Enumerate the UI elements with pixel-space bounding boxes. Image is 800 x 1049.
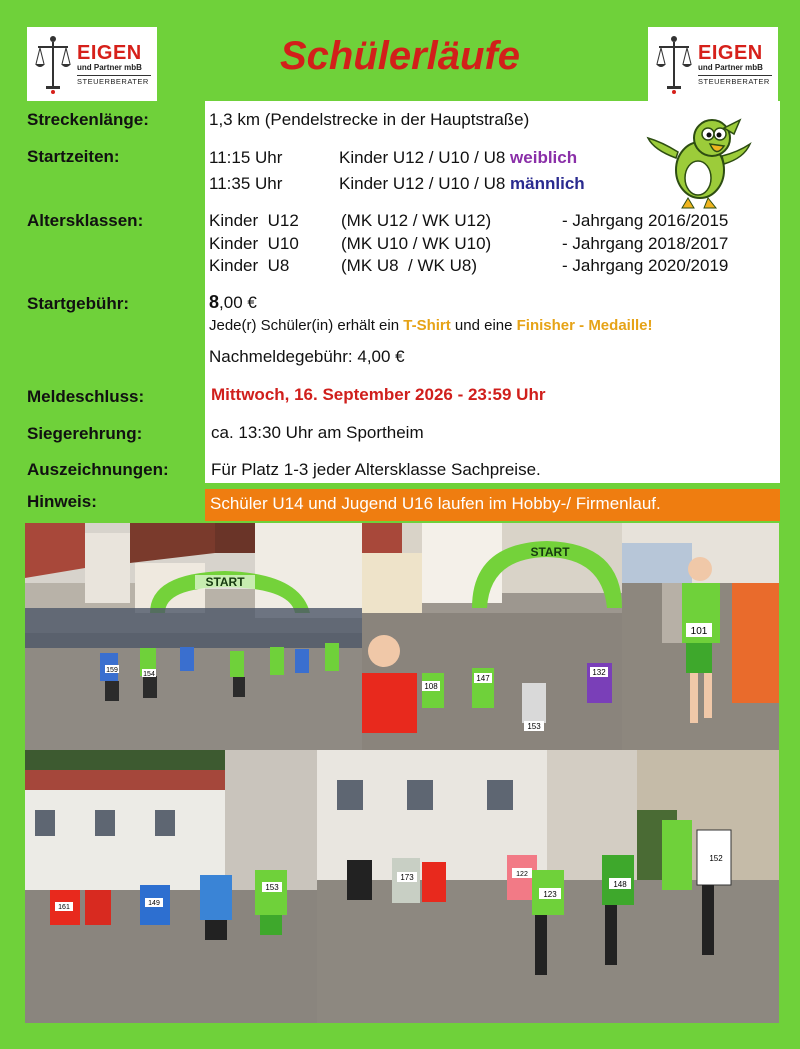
value-streckenlaenge: 1,3 km (Pendelstrecke in der Hauptstraße) (209, 110, 530, 129)
age-short-3: (MK U8 / WK U8) (341, 256, 478, 275)
svg-text:159: 159 (106, 667, 118, 674)
svg-text:148: 148 (613, 880, 627, 889)
start-group-2: Kinder U12 / U10 / U8 männlich (339, 174, 585, 193)
label-meldeschluss: Meldeschluss: (27, 387, 145, 406)
late-fee: Nachmeldegebühr: 4,00 € (209, 347, 405, 366)
start-time-2: 11:35 Uhr (209, 174, 283, 193)
svg-text:123: 123 (543, 890, 557, 899)
start-time-1: 11:15 Uhr (209, 148, 283, 167)
page-title: Schülerläufe (279, 34, 521, 78)
value-meldeschluss: Mittwoch, 16. September 2026 - 23:59 Uhr (211, 385, 546, 404)
bib-101: 101 (690, 626, 708, 637)
gender-weiblich: weiblich (510, 148, 578, 167)
label-altersklassen: Altersklassen: (27, 211, 144, 230)
age-class-1: Kinder U12 (209, 211, 299, 230)
age-class-2: Kinder U10 (209, 234, 299, 253)
age-short-2: (MK U10 / WK U10) (341, 234, 492, 253)
label-siegerehrung: Siegerehrung: (27, 424, 143, 443)
logo-name: EIGEN (698, 41, 763, 64)
gender-maennlich: männlich (510, 174, 585, 193)
arch-start-text-2: START (530, 545, 570, 559)
notice-hinweis: Schüler U14 und Jugend U16 laufen im Hobby-/ Firmenlauf. (205, 489, 780, 521)
photo-runner-right (622, 523, 779, 758)
svg-text:173: 173 (400, 873, 414, 882)
photo-start-center (362, 523, 622, 750)
svg-text:161: 161 (58, 904, 70, 911)
value-auszeichnungen: Für Platz 1-3 jeder Altersklasse Sachpreise. (211, 460, 541, 479)
age-short-1: (MK U12 / WK U12) (341, 211, 492, 230)
svg-text:153: 153 (527, 722, 541, 731)
logo-tag: STEUERBERATER (77, 76, 149, 86)
fee-amount: 8,00 € (209, 292, 257, 312)
logo-subtitle: und Partner mbB (77, 62, 142, 72)
svg-text:147: 147 (476, 674, 490, 683)
label-streckenlaenge: Streckenlänge: (27, 110, 149, 129)
svg-text:132: 132 (592, 668, 606, 677)
gift-tshirt: T-Shirt (403, 317, 451, 334)
label-hinweis: Hinweis: (27, 492, 97, 511)
photo-street-right (317, 750, 779, 1023)
photo-street-left (25, 750, 317, 1023)
arch-start-text: START (205, 575, 245, 589)
value-siegerehrung: ca. 13:30 Uhr am Sportheim (211, 423, 424, 442)
age-class-3: Kinder U8 (209, 256, 290, 275)
age-year-2: - Jahrgang 2018/2017 (562, 234, 729, 253)
age-year-1: - Jahrgang 2016/2015 (562, 211, 729, 230)
logo-subtitle: und Partner mbB (698, 62, 763, 72)
gift-note: Jede(r) Schüler(in) erhält ein T-Shirt und eine Finisher - Medaille! (209, 317, 653, 334)
svg-text:122: 122 (516, 871, 528, 878)
logo-name: EIGEN (77, 41, 142, 64)
gift-medal: Finisher - Medaille! (516, 317, 653, 334)
photo-start-left (25, 523, 362, 750)
label-startgebuehr: Startgebühr: (27, 294, 129, 313)
label-auszeichnungen: Auszeichnungen: (27, 460, 169, 479)
svg-text:153: 153 (265, 883, 279, 892)
svg-text:154: 154 (143, 671, 155, 678)
svg-text:149: 149 (148, 900, 160, 907)
svg-text:108: 108 (424, 682, 438, 691)
mascot-bird-icon (640, 108, 755, 213)
logo-tag: STEUERBERATER (698, 76, 770, 86)
age-year-3: - Jahrgang 2020/2019 (562, 256, 729, 275)
svg-text:152: 152 (709, 854, 723, 863)
start-group-1: Kinder U12 / U10 / U8 weiblich (339, 148, 578, 167)
label-startzeiten: Startzeiten: (27, 147, 120, 166)
